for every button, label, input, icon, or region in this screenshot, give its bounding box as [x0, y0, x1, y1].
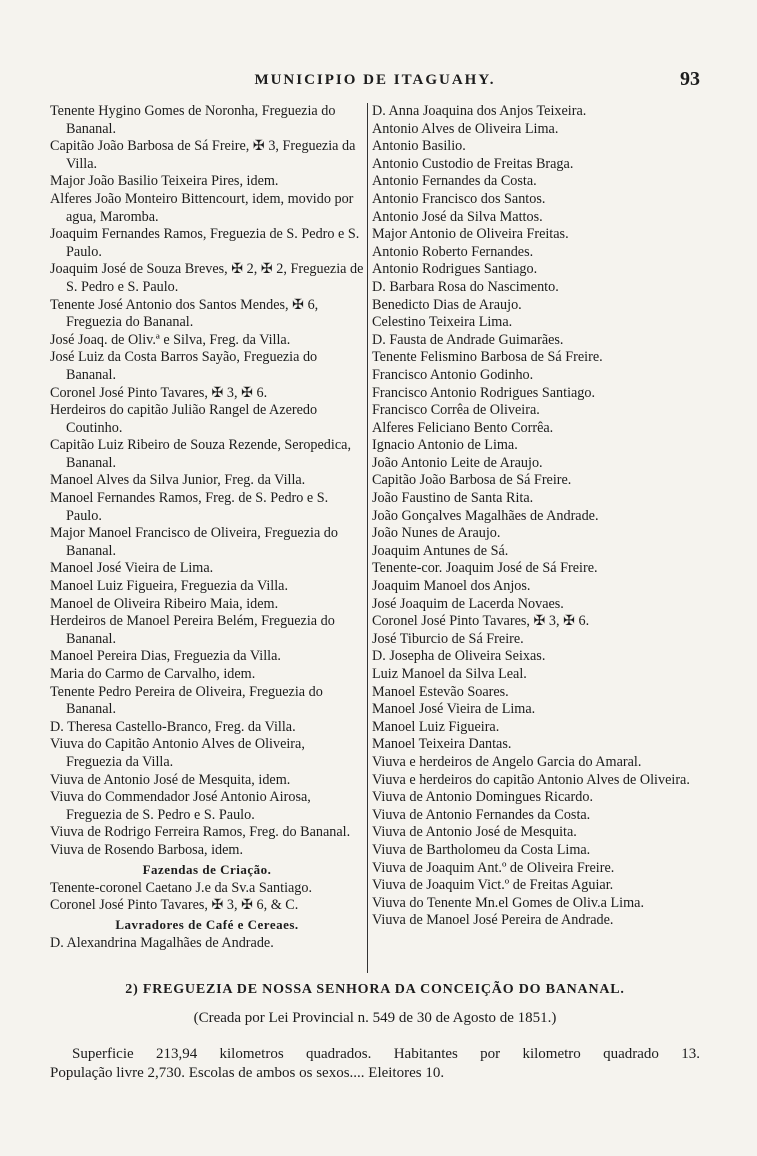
list-entry: Viuva de Rosendo Barbosa, idem.	[50, 841, 244, 858]
list-entry: Tenente-cor. Joaquim José de Sá Freire.	[372, 560, 598, 577]
list-entry: Alferes João Monteiro Bittencourt, idem, movido por agua, Maromba.	[50, 190, 354, 225]
section-title: 2) FREGUEZIA DE NOSSA SENHORA DA CONCEIÇÃO DO BANANAL.	[125, 982, 625, 997]
running-title: MUNICIPIO DE ITAGUAHY.	[254, 72, 496, 88]
list-entry: José Joaquim de Lacerda Novaes.	[372, 595, 564, 612]
list-entry: Antonio José da Silva Mattos.	[372, 208, 543, 225]
list-entry: Manoel Pereira Dias, Freguezia da Villa.	[50, 648, 281, 665]
list-entry: Viuva de Antonio Fernandes da Costa.	[372, 806, 591, 823]
list-entry: Herdeiros do capitão Julião Rangel de Azeredo Coutinho.	[50, 402, 318, 436]
list-entry: Manoel Luiz Figueira.	[372, 718, 500, 735]
list-entry: Antonio Custodio de Freitas Braga.	[372, 155, 574, 172]
list-entry: Viuva de Joaquim Ant.º de Oliveira Freire.	[372, 859, 615, 876]
list-entry: Tenente Felismino Barbosa de Sá Freire.	[372, 349, 603, 366]
list-entry: José Tiburcio de Sá Freire.	[372, 630, 524, 647]
list-entry: Tenente José Antonio dos Santos Mendes, ✠ 6, Freguezia do Bananal.	[50, 296, 319, 331]
list-entry: Manoel Estevão Soares.	[372, 683, 509, 700]
statistics	[50, 1045, 700, 1083]
list-entry: José Luiz da Costa Barros Sayão, Freguezia do Bananal.	[50, 349, 318, 383]
list-entry: Manoel Alves da Silva Junior, Freg. da Villa.	[50, 472, 306, 489]
list-entry: Viuva de Joaquim Vict.º de Freitas Aguiar.	[372, 877, 614, 894]
page-header	[50, 68, 700, 98]
list-entry: Manoel José Vieira de Lima.	[372, 701, 536, 718]
list-entry: Viuva e herdeiros do capitão Antonio Alves de Oliveira.	[372, 771, 690, 788]
list-entry: João Gonçalves Magalhães de Andrade.	[372, 507, 599, 524]
list-entry: Luiz Manoel da Silva Leal.	[372, 666, 527, 682]
list-entry: Tenente Pedro Pereira de Oliveira, Freguezia do Bananal.	[50, 683, 323, 718]
list-entry: Viuva do Commendador José Antonio Airosa, Freguezia de S. Pedro e S. Paulo.	[50, 789, 311, 823]
list-entry: João Faustino de Santa Rita.	[372, 490, 534, 507]
list-entry: Capitão João Barbosa de Sá Freire, ✠ 3, Freguezia da Villa.	[50, 138, 356, 172]
page-number: 93	[680, 68, 700, 90]
list-entry: Joaquim Antunes de Sá.	[372, 542, 509, 559]
list-entry: Tenente Hygino Gomes de Noronha, Freguezia do Bananal.	[50, 103, 336, 137]
list-entry: D. Alexandrina Magalhães de Andrade.	[50, 934, 274, 951]
list-entry: D. Fausta de Andrade Guimarães.	[372, 331, 564, 348]
list-entry: Viuva de Bartholomeu da Costa Lima.	[372, 841, 591, 858]
list-entry: Viuva de Antonio Domingues Ricardo.	[372, 789, 593, 806]
left-column	[50, 103, 364, 952]
list-entry: Francisco Corrêa de Oliveira.	[372, 402, 540, 419]
list-entry: D. Theresa Castello-Branco, Freg. da Villa.	[50, 718, 296, 735]
list-entry: Manoel Teixeira Dantas.	[372, 736, 512, 753]
list-entry: João Nunes de Araujo.	[372, 525, 501, 542]
list-entry: Viuva de Antonio José de Mesquita.	[372, 824, 577, 841]
list-entry: D. Josepha de Oliveira Seixas.	[372, 648, 546, 665]
list-entry: Celestino Teixeira Lima.	[372, 314, 513, 331]
column-divider	[367, 103, 368, 973]
list-entry: Antonio Rodrigues Santiago.	[372, 261, 538, 278]
subheading-lavradores: Lavradores de Café e Cereaes.	[115, 916, 299, 932]
list-entry: Herdeiros de Manoel Pereira Belém, Freguezia do Bananal.	[50, 613, 335, 647]
list-entry: Antonio Francisco dos Santos.	[372, 190, 546, 207]
list-entry: Capitão Luiz Ribeiro de Souza Rezende, Seropedica, Bananal.	[50, 437, 351, 471]
list-entry: Francisco Antonio Godinho.	[372, 366, 534, 383]
list-entry: Major Antonio de Oliveira Freitas.	[372, 226, 569, 243]
creation-note: (Creada por Lei Provincial n. 549 de 30 de Agosto de 1851.)	[193, 1010, 557, 1026]
subheading-fazendas: Fazendas de Criação.	[142, 861, 272, 877]
list-entry: Antonio Basilio.	[372, 138, 466, 155]
list-entry: Major Manoel Francisco de Oliveira, Freguezia do Bananal.	[50, 525, 338, 559]
stats-line-area: Superficie 213,94 kilometros quadrados. Habitantes por kilometro quadrado 13.	[72, 1046, 700, 1062]
list-entry: Coronel José Pinto Tavares, ✠ 3, ✠ 6, & C.	[50, 897, 299, 914]
list-entry: Manoel Luiz Figueira, Freguezia da Villa.	[50, 578, 289, 595]
list-entry: D. Anna Joaquina dos Anjos Teixeira.	[372, 103, 587, 119]
list-entry: Joaquim Manoel dos Anjos.	[372, 578, 531, 595]
list-entry: Benedicto Dias de Araujo.	[372, 296, 522, 313]
list-entry: João Antonio Leite de Araujo.	[372, 454, 543, 471]
list-entry: Tenente-coronel Caetano J.e da Sv.a Santiago.	[50, 879, 313, 896]
list-entry: Major João Basilio Teixeira Pires, idem.	[50, 173, 279, 190]
list-entry: Maria do Carmo de Carvalho, idem.	[50, 666, 256, 682]
list-entry: Alferes Feliciano Bento Corrêa.	[372, 419, 554, 436]
list-entry: Antonio Alves de Oliveira Lima.	[372, 120, 559, 137]
list-entry: Viuva do Tenente Mn.el Gomes de Oliv.a Lima.	[372, 894, 644, 911]
list-entry: Manoel de Oliveira Ribeiro Maia, idem.	[50, 595, 279, 612]
stats-line-population: População livre 2,730. Escolas de ambos os sexos.... Eleitores 10.	[50, 1065, 445, 1081]
list-entry: Viuva de Manoel José Pereira de Andrade.	[372, 912, 614, 929]
list-entry: Coronel José Pinto Tavares, ✠ 3, ✠ 6.	[50, 384, 268, 401]
list-entry: José Joaq. de Oliv.ª e Silva, Freg. da Villa.	[50, 331, 291, 348]
list-entry: Coronel José Pinto Tavares, ✠ 3, ✠ 6.	[372, 613, 590, 630]
list-entry: Francisco Antonio Rodrigues Santiago.	[372, 384, 596, 401]
list-entry: Capitão João Barbosa de Sá Freire.	[372, 472, 572, 489]
right-column	[372, 103, 700, 930]
list-entry: Viuva de Antonio José de Mesquita, idem.	[50, 771, 291, 788]
list-entry: Manoel Fernandes Ramos, Freg. de S. Pedro e S. Paulo.	[50, 490, 329, 524]
list-entry: Joaquim José de Souza Breves, ✠ 2, ✠ 2, Freguezia de S. Pedro e S. Paulo.	[50, 261, 364, 295]
list-entry: Joaquim Fernandes Ramos, Freguezia de S. Pedro e S. Paulo.	[50, 226, 360, 260]
list-entry: Ignacio Antonio de Lima.	[372, 437, 518, 454]
list-entry: Antonio Fernandes da Costa.	[372, 173, 537, 190]
list-entry: Viuva do Capitão Antonio Alves de Oliveira, Freguezia da Villa.	[50, 736, 305, 770]
list-entry: Viuva e herdeiros de Angelo Garcia do Amaral.	[372, 753, 642, 770]
list-entry: Antonio Roberto Fernandes.	[372, 243, 534, 260]
list-entry: Manoel José Vieira de Lima.	[50, 560, 214, 577]
list-entry: D. Barbara Rosa do Nascimento.	[372, 278, 559, 295]
list-entry: Viuva de Rodrigo Ferreira Ramos, Freg. do Bananal.	[50, 824, 351, 841]
